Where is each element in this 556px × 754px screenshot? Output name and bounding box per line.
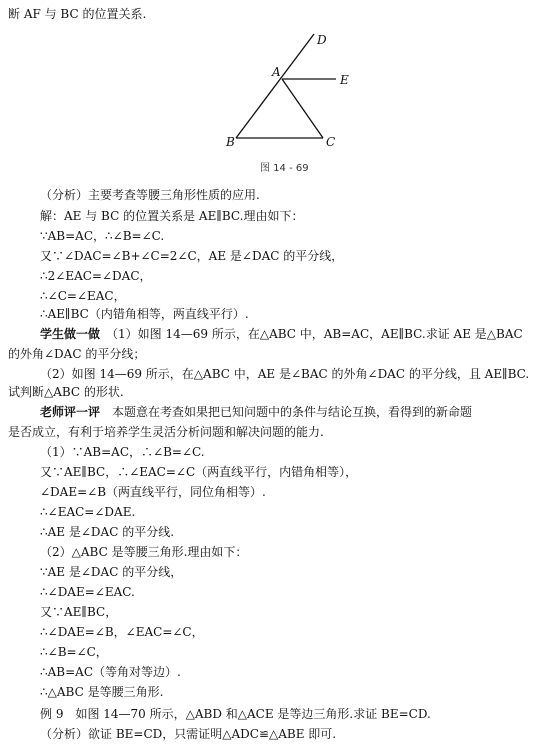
exercise-part2: （2）如图 14—69 所示，在△ABC 中，AE 是∠BAC 的外角∠DAC 的平分线，且 AE∥BC. (40, 367, 530, 381)
answer-line: 又∵AE∥BC， (40, 605, 118, 619)
line-a-to-c (282, 79, 323, 138)
answer-line: ∵AE 是∠DAC 的平分线， (40, 565, 183, 579)
exercise-title: 学生做一做 (40, 327, 101, 341)
review-text-cont: 是否成立，有利于培养学生灵活分析问题和解决问题的能力. (8, 425, 324, 439)
answer-line: 又∵AE∥BC，∴∠EAC=∠C（两直线平行，内错角相等）， (40, 465, 358, 479)
solution-step: ∵AB=AC，∴∠B=∠C. (40, 229, 165, 243)
solution-step: ∴∠C=∠EAC， (40, 289, 126, 303)
answer-line: ∴∠EAC=∠DAE. (40, 505, 136, 519)
example-9: 例 9 如图 14—70 所示，△ABD 和△ACE 是等边三角形.求证 BE=CD. (40, 707, 431, 721)
point-e-label: E (340, 73, 349, 87)
exercise-part1: （1）如图 14—69 所示，在△ABC 中，AB=AC，AE∥BC.求证 AE 是△BAC (112, 327, 523, 341)
point-a-label: A (272, 65, 281, 79)
review-title: 老师评一评 (40, 405, 101, 419)
answer-line: ∴∠B=∠C， (40, 645, 108, 659)
answer-line: ∴△ABC 是等腰三角形. (40, 685, 164, 699)
review-line-1 (40, 404, 472, 420)
analysis-label: （分析） (40, 188, 89, 202)
solution-step: ∴2∠EAC=∠DAC， (40, 269, 152, 283)
answer-line: ∴∠DAE=∠EAC. (40, 585, 135, 599)
triangle-diagram (222, 28, 372, 178)
analysis-line (40, 187, 260, 203)
solution-intro: 解：AE 与 BC 的位置关系是 AE∥BC.理由如下： (40, 209, 304, 223)
solution-step: 又∵∠DAC=∠B+∠C=2∠C，AE 是∠DAC 的平分线， (40, 249, 344, 263)
line-b-to-d (236, 34, 314, 138)
answer-line: ∴AE 是∠DAC 的平分线. (40, 525, 175, 539)
solution-step: ∴AE∥BC（内错角相等，两直线平行）. (40, 307, 249, 321)
intro-line: 断 AF 与 BC 的位置关系. (8, 7, 147, 21)
answer-line: ∴∠DAE=∠B，∠EAC=∠C， (40, 625, 204, 639)
answer-line: ∠DAE=∠B（两直线平行，同位角相等）. (40, 485, 266, 499)
exercise-line-1 (40, 326, 523, 342)
answer-line: （2）△ABC 是等腰三角形.理由如下： (40, 545, 248, 559)
figure-caption: 图 14 - 69 (260, 163, 309, 174)
exercise-part2-cont: 试判断△ABC 的形状. (8, 385, 124, 399)
answer-line: ∴AB=AC（等角对等边）. (40, 665, 181, 679)
point-b-label: B (226, 135, 235, 149)
review-text: 本题意在考查如果把已知问题中的条件与结论互换，看得到的新命题 (112, 405, 473, 419)
example-9-analysis: （分析）欲证 BE=CD，只需证明△ADC≌△ABE 即可. (40, 727, 337, 741)
exercise-part1-cont: 的外角∠DAC 的平分线； (8, 347, 146, 361)
analysis-text: 主要考查等腰三角形性质的应用. (88, 188, 260, 202)
triangle-figure (222, 28, 372, 178)
point-d-label: D (317, 33, 327, 47)
answer-line: （1）∵AB=AC，∴∠B=∠C. (40, 445, 205, 459)
point-c-label: C (326, 135, 336, 149)
